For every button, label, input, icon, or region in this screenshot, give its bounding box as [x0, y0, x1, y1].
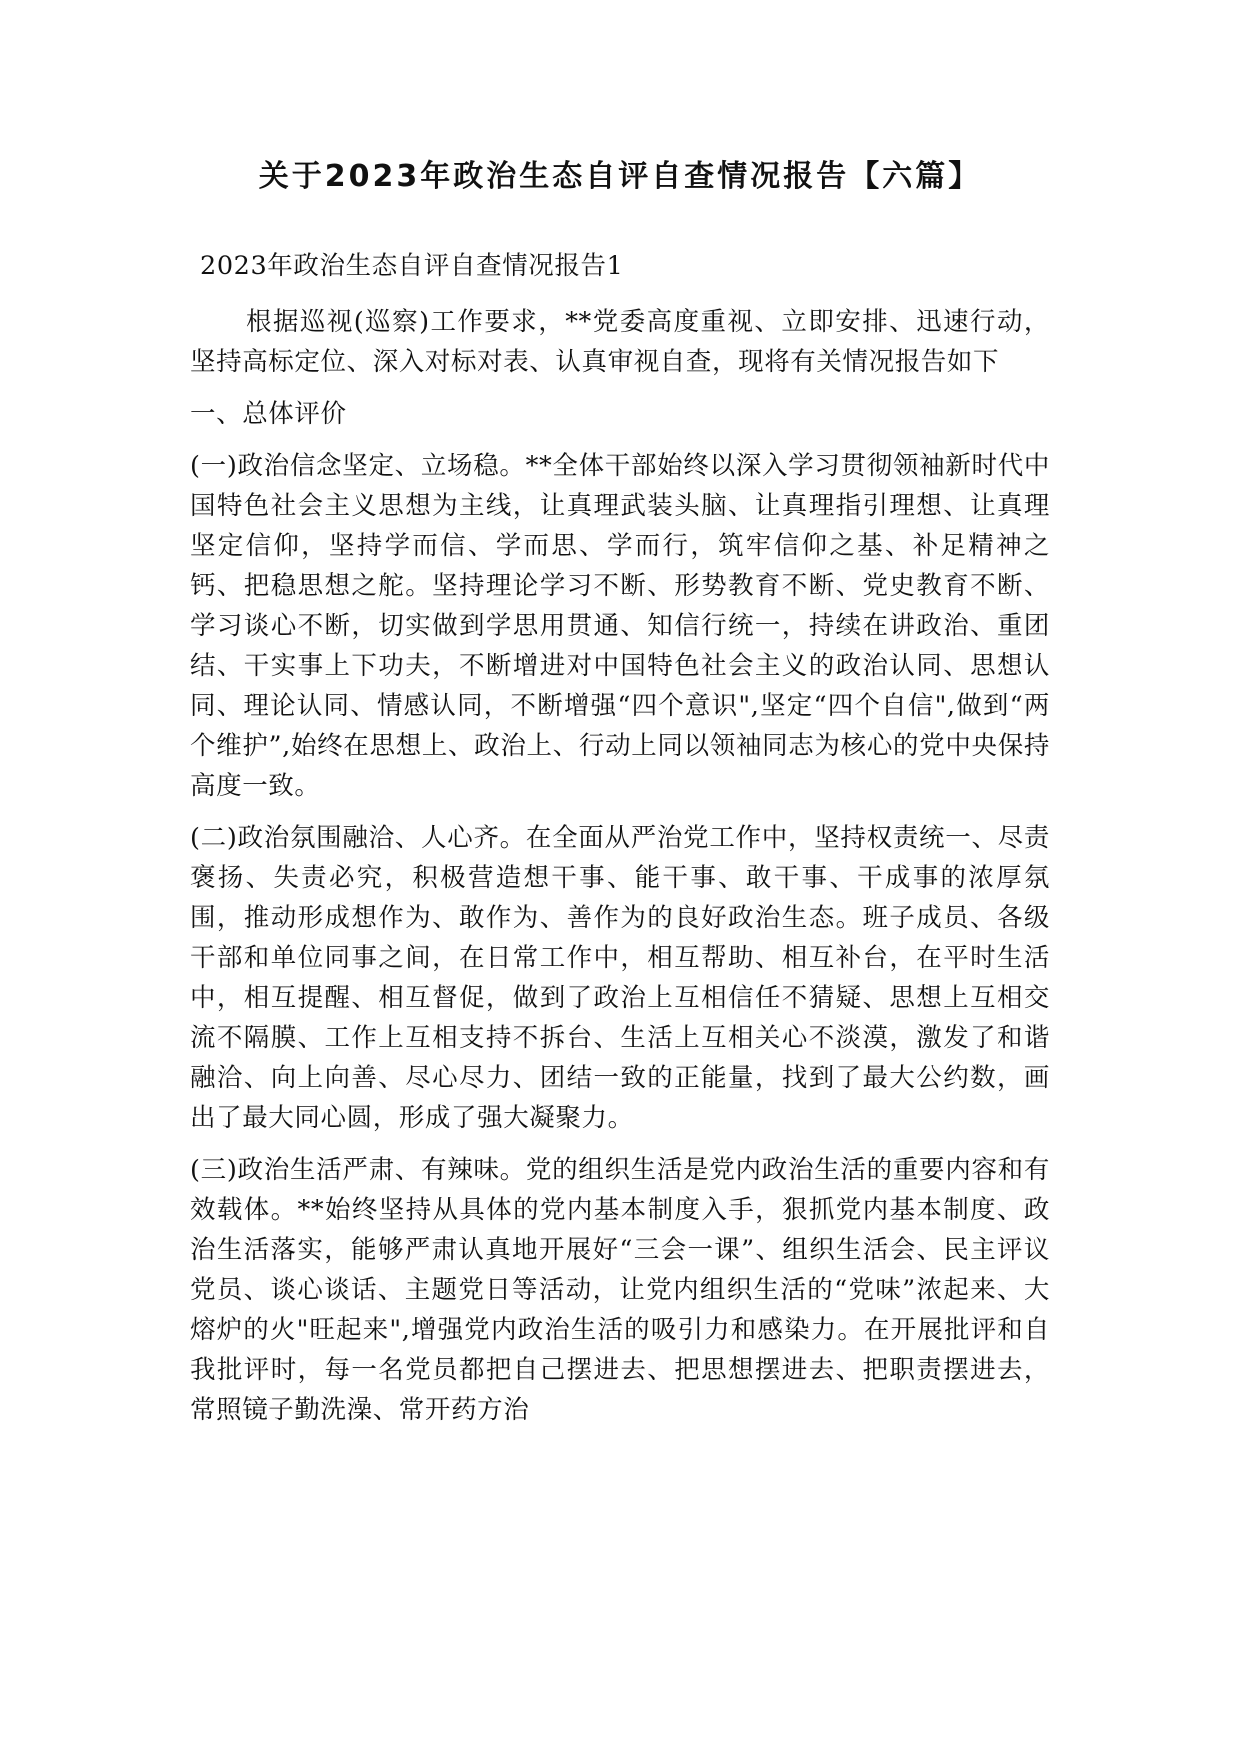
paragraph-political-life: (三)政治生活严肃、有辣味。党的组织生活是党内政治生活的重要内容和有效载体。**始终坚持从具体的党内基本制度入手，狠抓党内基本制度、政治生活落实，能够严肃认真地开展好“三会一课”、组织生活会、民主评议党员、谈心谈话、主题党日等活动，让党内组织生活的“党味”浓起来、大熔炉的火"旺起来",增强党内政治生活的吸引力和感染力。在开展批评和自我批评时，每一名党员都把自己摆进去、把思想摆进去、把职责摆进去，常照镜子勤洗澡、常开药方治	[190, 1155, 1050, 1425]
paragraph-political-atmosphere: (二)政治氛围融洽、人心齐。在全面从严治党工作中，坚持权责统一、尽责褒扬、失责必究，积极营造想干事、能干事、敢干事、干成事的浓厚氛围，推动形成想作为、敢作为、善作为的良好政治生态。班子成员、各级干部和单位同事之间，在日常工作中，相互帮助、相互补台，在平时生活中，相互提醒、相互督促，做到了政治上互相信任不猜疑、思想上互相交流不隔膜、工作上互相支持不拆台、生活上互相关心不淡漠，激发了和谐融洽、向上向善、尽心尽力、团结一致的正能量，找到了最大公约数，画出了最大同心圆，形成了强大凝聚力。	[190, 823, 1050, 1133]
document-title: 关于2023年政治生态自评自查情况报告【六篇】	[258, 159, 982, 194]
section-title: 2023年政治生态自评自查情况报告1	[200, 251, 624, 281]
document-body	[190, 246, 1050, 1442]
heading-overall-evaluation: 一、总体评价	[190, 399, 347, 429]
paragraph-political-belief: (一)政治信念坚定、立场稳。**全体干部始终以深入学习贯彻领袖新时代中国特色社会主义思想为主线，让真理武装头脑、让真理指引理想、让真理坚定信仰，坚持学而信、学而思、学而行，筑牢信仰之基、补足精神之钙、把稳思想之舵。坚持理论学习不断、形势教育不断、党史教育不断、学习谈心不断，切实做到学思用贯通、知信行统一，持续在讲政治、重团结、干实事上下功夫，不断增进对中国特色社会主义的政治认同、思想认同、理论认同、情感认同，不断增强“四个意识",坚定“四个自信",做到“两个维护”,始终在思想上、政治上、行动上同以领袖同志为核心的党中央保持高度一致。	[190, 451, 1050, 801]
intro-paragraph: 根据巡视(巡察)工作要求，**党委高度重视、立即安排、迅速行动，坚持高标定位、深入对标对表、认真审视自查，现将有关情况报告如下	[190, 307, 1050, 377]
